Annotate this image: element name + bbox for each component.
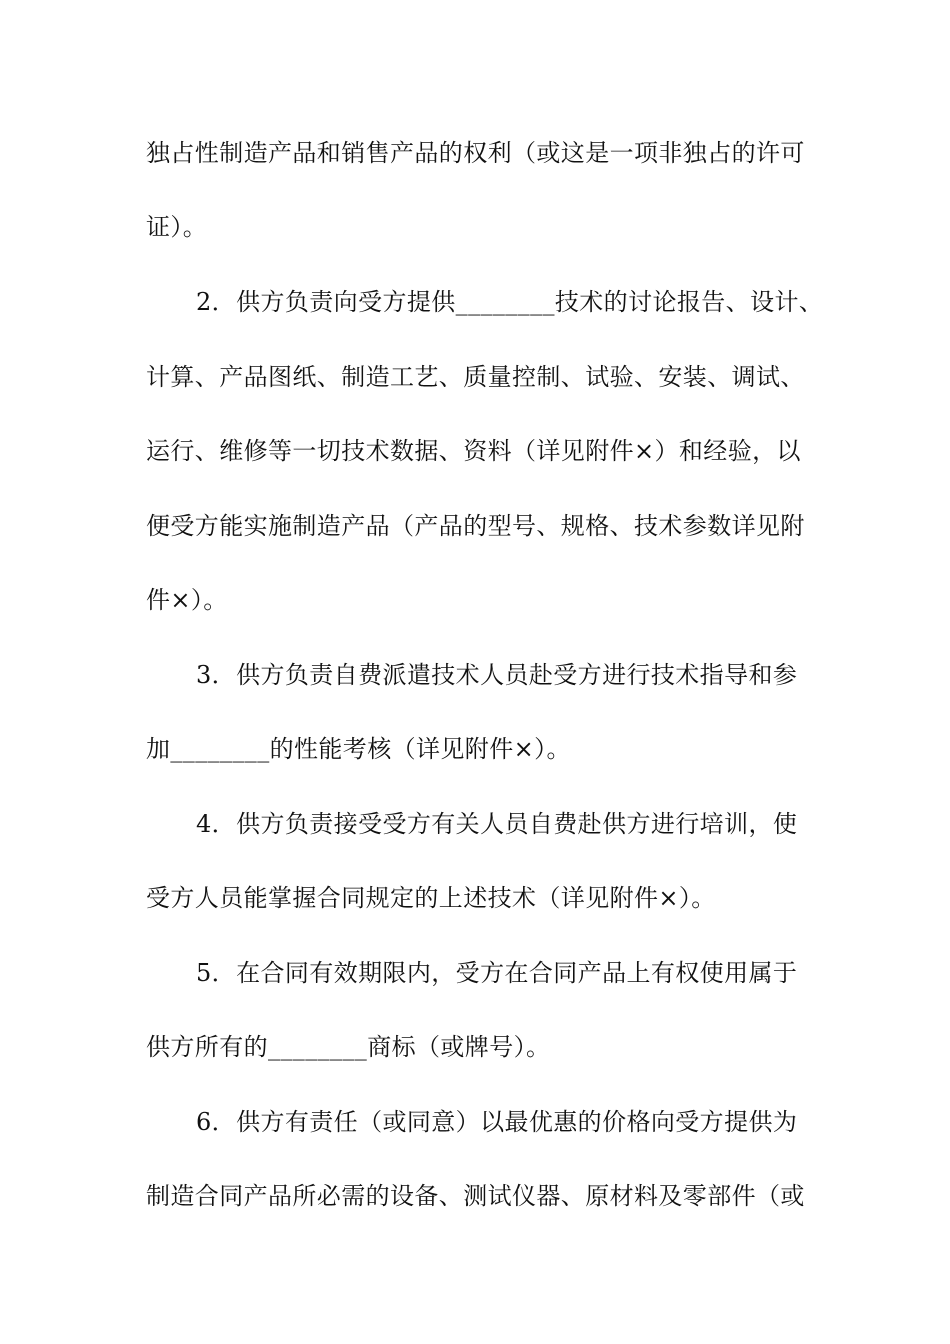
text-line: 供方所有的________商标（或牌号）。 — [146, 1033, 551, 1061]
text-line: 运行、维修等一切技术数据、资料（详见附件×）和经验，以 — [146, 437, 801, 465]
paragraph-6-start: 6．供方有责任（或同意）以最优惠的价格向受方提供为 — [196, 1108, 798, 1136]
paragraph-2-start: 2．供方负责向受方提供________技术的讨论报告、设计、 — [196, 288, 824, 316]
text-line: 受方人员能掌握合同规定的上述技术（详见附件×）。 — [146, 884, 716, 912]
text-line: 加________的性能考核（详见附件×）。 — [146, 735, 571, 763]
paragraph-5-start: 5．在合同有效期限内，受方在合同产品上有权使用属于 — [196, 959, 798, 987]
text-line: 制造合同产品所必需的设备、测试仪器、原材料及零部件（或 — [146, 1182, 805, 1210]
paragraph-4-start: 4．供方负责接受受方有关人员自费赴供方进行培训，使 — [196, 810, 798, 838]
text-line: 计算、产品图纸、制造工艺、质量控制、试验、安装、调试、 — [146, 363, 805, 391]
text-line: 便受方能实施制造产品（产品的型号、规格、技术参数详见附 — [146, 512, 805, 540]
text-line: 证）。 — [146, 213, 208, 241]
paragraph-3-start: 3．供方负责自费派遣技术人员赴受方进行技术指导和参 — [196, 661, 798, 689]
text-line: 独占性制造产品和销售产品的权利（或这是一项非独占的许可 — [146, 139, 805, 167]
text-line: 件×）。 — [146, 586, 228, 614]
